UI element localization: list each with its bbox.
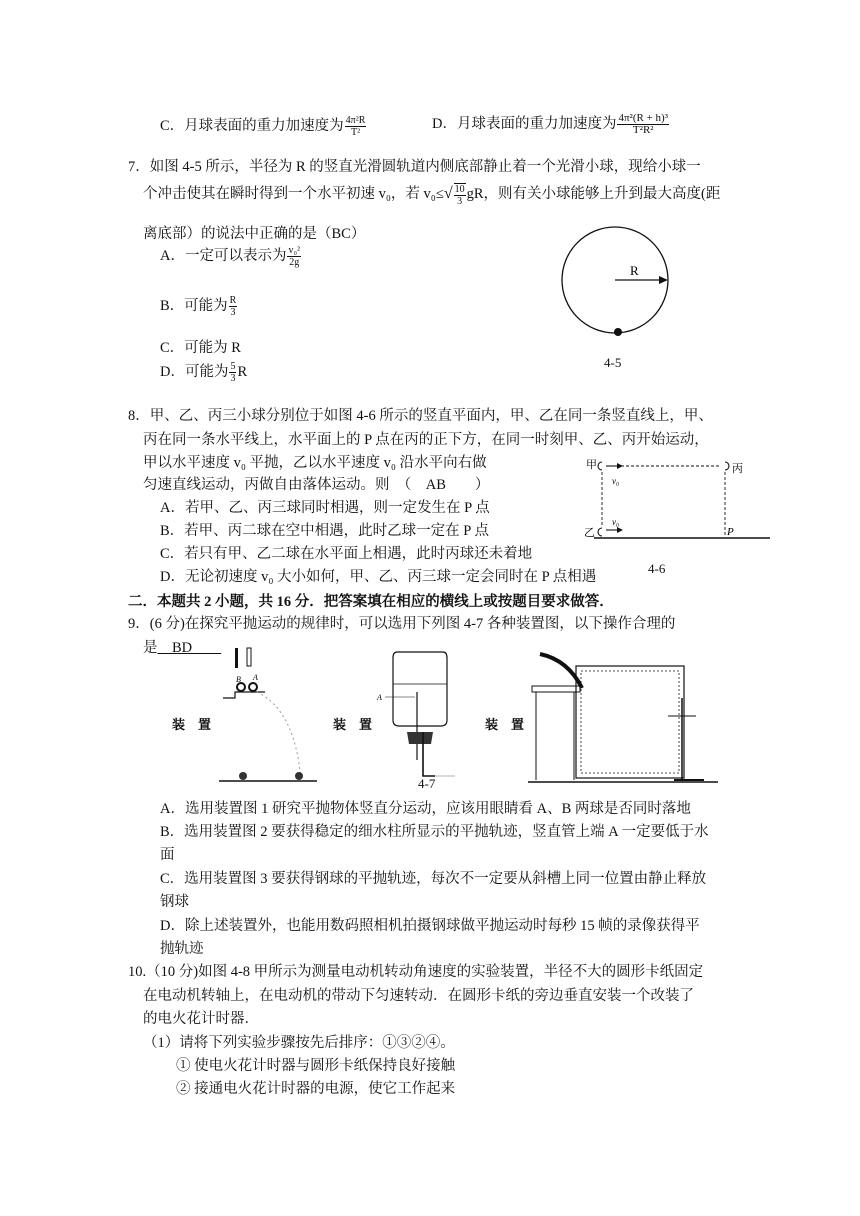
ball [614, 328, 622, 336]
stand-post [247, 648, 251, 666]
ball-A [249, 683, 257, 691]
figure-4-6-caption: 4-6 [648, 561, 666, 576]
label-v0-jia: v₀ [612, 476, 620, 486]
q8-option-d: D．无论初速度 v₀ 大小如何，甲、乙、丙三球一定会同时在 P 点相遇 [160, 569, 597, 585]
q9-line-1: 9．(6 分)在探究平抛运动的规律时，可以选用下列图 4-7 各种装置图，以下操作合理的 [128, 616, 676, 632]
q10-line-1: 10.（10 分)如图 4-8 甲所示为测量电动机转动角速度的实验装置，半径不大的圆形卡纸固定 [128, 964, 704, 980]
q7-line-3: 离底部）的说法中正确的是（BC） [143, 226, 366, 242]
device-label-2: 装 置 [333, 718, 373, 733]
q9-option-a: A．选用装置图 1 研究平抛物体竖直分运动，应该用眼睛看 A、B 两球是否同时落地 [160, 801, 691, 817]
recording-paper [581, 671, 679, 773]
device-label-1: 装 置 [172, 718, 212, 733]
ball-yi [598, 528, 602, 536]
label-P: P [727, 526, 734, 538]
label-jia: 甲 [586, 459, 597, 471]
figure-4-7-device-1 [215, 640, 325, 790]
q7-line-2: 个冲击使其在瞬时得到一个水平初速 v₀，若 v₀≤√ $\frac{10}{3}$ gR，则有关小球能够上升到最大高度(距 [143, 183, 721, 207]
q8-line-4: 匀速直线运动，丙做自由落体运动。则 （ AB ） [143, 477, 490, 493]
q7-sqrt-fraction: $\frac{10}{3}$ [454, 183, 465, 207]
q9-option-d-line-2: 抛轨迹 [160, 941, 204, 957]
table-top [532, 686, 580, 692]
q9-option-b-line-2: 面 [160, 847, 175, 863]
q8-line-1: 8．甲、乙、丙三小球分别位于如图 4-6 所示的竖直平面内，甲、乙在同一条竖直线上，甲、 [128, 408, 713, 424]
landed-ball-B [239, 772, 247, 780]
velocity-arrowhead-jia [617, 463, 623, 469]
q8-option-a: A．若甲、乙、丙三球同时相遇，则一定发生在 P 点 [160, 500, 490, 516]
section-2-heading: 二．本题共 2 小题，共 16 分．把答案填在相应的横线上或按题目要求做答． [128, 594, 614, 610]
figure-4-5-caption: 4-5 [604, 355, 622, 370]
q7-option-b: B．可能为 $\frac{R}{3}$ [160, 295, 237, 319]
q9-option-c-line-2: 钢球 [160, 894, 189, 910]
label-A: A [253, 673, 258, 682]
q9-answer: BD [157, 640, 222, 656]
water-bottle [393, 652, 447, 726]
label-B: B [236, 675, 241, 684]
q9-line-2: 是 BD [143, 640, 222, 656]
ball-jia [598, 462, 602, 470]
ball-bing [725, 462, 729, 470]
hammer-arm [235, 648, 238, 668]
q10-step-1: ① 使电火花计时器与圆形卡纸保持良好接触 [176, 1058, 456, 1074]
label-bing: 丙 [732, 463, 743, 475]
q8-line-2: 丙在同一条水平线上，水平面上的 P 点在丙的正下方，在同一时刻甲、乙、丙开始运动， [143, 432, 709, 448]
label-yi: 乙 [584, 527, 595, 539]
radius-label: R [630, 263, 639, 278]
landed-ball-A [295, 772, 303, 780]
q9-option-d-line-1: D．除上述装置外，也能用数码照相机拍摄钢球做平抛运动时每秒 15 帧的录像获得平 [160, 918, 700, 934]
stopper [407, 732, 433, 744]
q7-option-d-fraction: $\frac{5}{3}$ [230, 361, 236, 385]
q7-option-c: C．可能为 R [160, 340, 241, 356]
q7-option-b-fraction: $\frac{R}{3}$ [229, 295, 237, 319]
ball-B [237, 683, 245, 691]
q6-option-d: D．月球表面的重力加速度为 $\frac{\text{4π²(R + h)³}}{\text{T²R²}}$ [432, 112, 669, 137]
label-tube-A: A [377, 693, 382, 702]
q8-option-b: B．若甲、丙二球在空中相遇，此时乙球一定在 P 点 [160, 523, 489, 539]
q7-option-a: A．一定可以表示为 $\frac{\text{v₀²}}{2g}$ [160, 245, 300, 269]
label-v0-yi: v₀ [612, 517, 620, 527]
figure-4-6 [580, 454, 775, 549]
q8-line-3: 甲以水平速度 v₀ 平抛，乙以水平速度 v₀ 沿水平向右做 [143, 455, 487, 471]
q10-step-order: （1）请将下列实验步骤按先后排序：①③②④。 [143, 1035, 455, 1051]
q10-line-2: 在电动机转轴上，在电动机的带动下匀速转动．在圆形卡纸的旁边垂直安装一个改装了 [143, 988, 694, 1004]
parabolic-path [257, 692, 301, 780]
q7-option-d: D．可能为 $\frac{5}{3}$ R [160, 361, 248, 385]
device-label-3: 装 置 [485, 718, 525, 733]
figure-4-5 [560, 218, 680, 378]
q6-option-c-fraction: $\frac{\text{4π²R}}{\text{T²}}$ [345, 115, 366, 139]
q6-option-c: C．月球表面的重力加速度为 $\frac{\text{4π²R}}{\text{T²}}$ [160, 115, 366, 139]
figure-4-7-device-2 [375, 648, 465, 788]
figure-4-7-device-3 [528, 648, 724, 788]
q7-option-a-fraction: $\frac{\text{v₀²}}{2g}$ [288, 245, 300, 269]
q8-option-c: C．若只有甲、乙二球在水平面上相遇，此时丙球还未着地 [160, 546, 533, 562]
q9-option-b-line-1: B．选用装置图 2 要获得稳定的细水柱所显示的平抛轨迹，竖直管上端 A 一定要低于水 [160, 824, 709, 840]
q10-line-3: 的电火花计时器． [143, 1011, 259, 1027]
recording-board [576, 666, 684, 778]
figure-4-7-caption: 4-7 [418, 776, 436, 791]
q10-step-2: ② 接通电火花计时器的电源，使它工作起来 [176, 1081, 456, 1097]
velocity-arrowhead-yi [617, 527, 623, 533]
q6-option-d-fraction: $\frac{\text{4π²(R + h)³}}{\text{T²R²}}$ [618, 112, 669, 137]
radius-arrowhead [659, 276, 668, 284]
q7-line-1: 7．如图 4-5 所示，半径为 R 的竖直光滑圆轨道内侧底部静止着一个光滑小球，现给小球一 [128, 159, 701, 175]
q9-option-c-line-1: C．选用装置图 3 要获得钢球的平抛轨迹，每次不一定要从斜槽上同一位置由静止释放 [160, 871, 707, 887]
